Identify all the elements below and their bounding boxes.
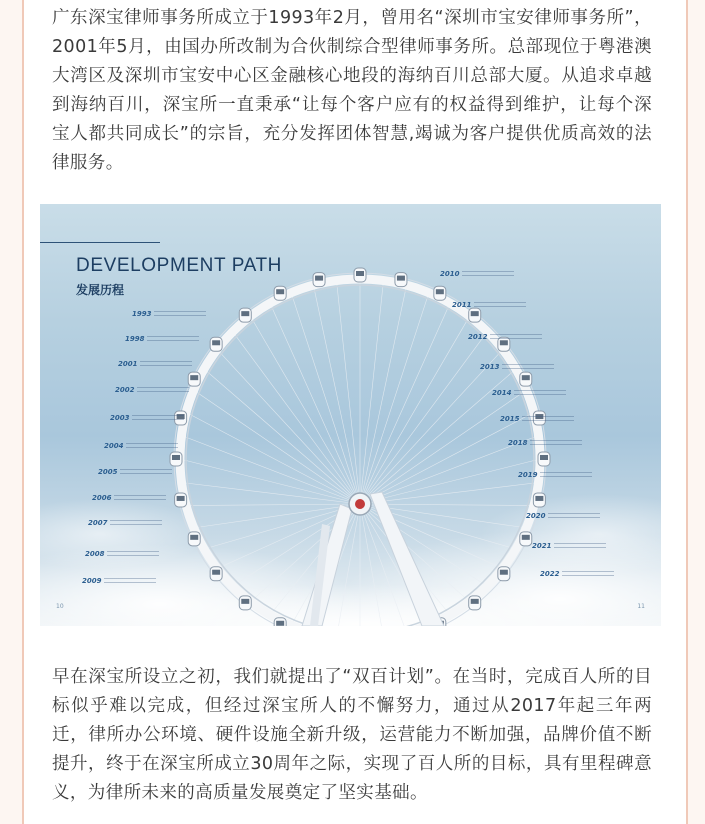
milestone-left [125,336,199,343]
milestone-left [98,469,172,476]
milestone-text-lines [554,543,606,550]
wheel-cabin [520,532,532,546]
wheel-cabin [538,452,550,466]
page-number-right: 11 [637,603,645,610]
milestone-left [132,311,206,318]
milestone-left [85,551,159,558]
milestone-text-lines [490,334,542,341]
milestone-year: 2010 [440,270,460,278]
wheel-cabin [188,532,200,546]
page-number-left: 10 [56,603,64,610]
milestone-text-lines [140,361,192,368]
milestone-text-lines [540,472,592,479]
wheel-cabin [239,308,251,322]
milestone-year: 2005 [98,468,118,476]
wheel-cabin [533,493,545,507]
milestone-left [88,520,162,527]
wheel-cabin [274,286,286,300]
milestone-text-lines [474,302,526,309]
wheel-cabin [274,618,286,626]
milestone-year: 2020 [526,512,546,520]
poster-title-cn: 发展历程 [76,283,125,297]
milestone-year: 2015 [500,415,520,423]
milestone-right [468,334,542,341]
milestone-text-lines [548,513,600,520]
development-path-poster [40,204,661,626]
intro-paragraph: 广东深宝律师事务所成立于1993年2月，曾用名“深圳市宝安律师事务所”，2001年5月，由国办所改制为合伙制综合型律师事务所。总部现位于粤港澳大湾区及深圳市宝安中心区金融核心地段的海纳百川总部大厦。从追求卓越到海纳百川，深宝所一直秉承“让每个客户应有的权益得到维护，让每个深宝人都共同成长”的宗旨，充分发挥团体智慧,竭诚为客户提供优质高效的法律服务。 [52,8,652,173]
milestone-text-lines [107,551,159,558]
milestone-year: 2012 [468,333,488,341]
milestone-text-lines [530,440,582,447]
milestone-right [508,440,582,447]
wheel-cabin [313,273,325,287]
milestone-text-lines [502,364,554,371]
wheel-cabin [210,337,222,351]
milestone-year: 2013 [480,363,500,371]
milestone-year: 2011 [452,301,472,309]
milestone-text-lines [147,336,199,343]
milestone-year: 2007 [88,519,108,527]
milestone-text-lines [522,416,574,423]
milestone-text-lines [514,390,566,397]
milestone-right [500,416,574,423]
milestone-year: 2006 [92,494,112,502]
milestone-left [115,387,189,394]
milestone-year: 2009 [82,577,102,585]
milestone-text-lines [462,271,514,278]
wheel-cabin [188,372,200,386]
milestone-text-lines [562,571,614,578]
milestone-text-lines [114,495,166,502]
milestone-right [440,271,514,278]
milestone-left [118,361,192,368]
milestone-year: 1993 [132,310,152,318]
plan-paragraph: 早在深宝所设立之初，我们就提出了“双百计划”。在当时，完成百人所的目标似乎难以完成，但经过深宝所人的不懈努力，通过从2017年起三年两迁，律所办公环境、硬件设施全新升级，运营能力不断加强，品牌价值不断提升，终于在深宝所成立30周年之际，实现了百人所的目标，具有里程碑意义，为律所未来的高质量发展奠定了坚实基础。 [52,667,652,803]
milestone-year: 2008 [85,550,105,558]
milestone-text-lines [104,578,156,585]
milestone-text-lines [132,415,184,422]
milestone-left [104,443,178,450]
wheel-cabin [520,372,532,386]
milestone-left [110,415,184,422]
milestone-year: 2021 [532,542,552,550]
milestone-year: 2018 [508,439,528,447]
milestone-text-lines [154,311,206,318]
milestone-right [540,571,614,578]
milestone-right [452,302,526,309]
wheel-cabin [170,452,182,466]
milestone-text-lines [110,520,162,527]
wheel-cabin [469,308,481,322]
milestone-year: 2014 [492,389,512,397]
milestone-right [526,513,600,520]
milestone-left [82,578,156,585]
poster-title-en: DEVELOPMENT PATH [76,255,282,276]
milestone-text-lines [137,387,189,394]
milestone-year: 2019 [518,471,538,479]
milestone-left [92,495,166,502]
milestone-text-lines [120,469,172,476]
milestone-right [518,472,592,479]
milestone-year: 2022 [540,570,560,578]
milestone-year: 2003 [110,414,130,422]
wheel-cabin [395,273,407,287]
milestone-right [532,543,606,550]
milestone-year: 2004 [104,442,124,450]
milestone-right [480,364,554,371]
wheel-cabin [354,268,366,282]
wheel-cabin [469,596,481,610]
milestone-year: 2001 [118,360,138,368]
milestone-text-lines [126,443,178,450]
milestone-year: 1998 [125,335,145,343]
wheel-cabin [175,493,187,507]
wheel-cabin [498,567,510,581]
wheel-cabin [239,596,251,610]
wheel-cabin [434,286,446,300]
milestone-year: 2002 [115,386,135,394]
milestone-right [492,390,566,397]
wheel-cabin [210,567,222,581]
title-rule [40,242,160,243]
